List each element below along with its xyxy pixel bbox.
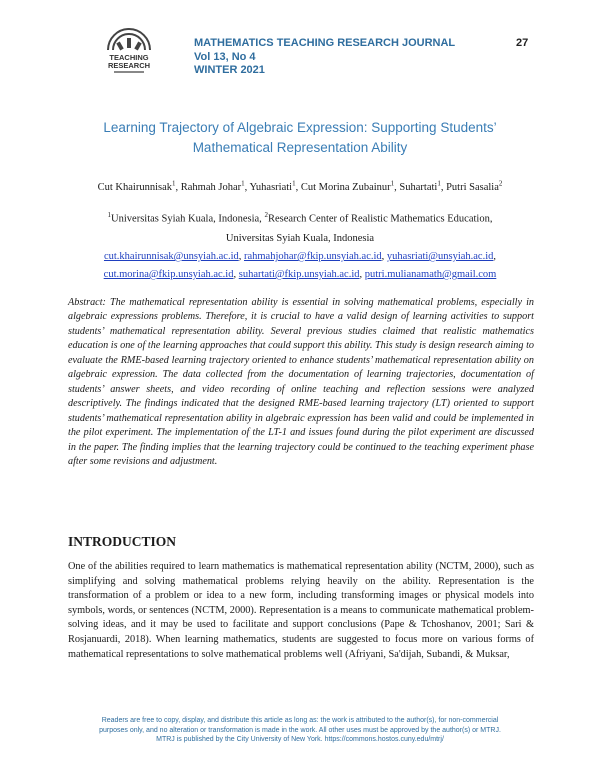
email-link[interactable]: putri.mulianamath@gmail.com	[364, 269, 497, 280]
title-line-2: Mathematical Representation Ability	[192, 140, 408, 155]
email-link[interactable]: rahmahjohar@fkip.unsyiah.ac.id	[243, 251, 382, 262]
logo-text-teaching: TEACHING	[109, 53, 149, 62]
title-line-1: Learning Trajectory of Algebraic Expression: Supporting Students’	[103, 120, 497, 135]
journal-volume: Vol 13, No 4	[194, 50, 256, 63]
footer-line-3: MTRJ is published by the City University of New York.	[156, 736, 323, 743]
footer-line-2: purposes only, and no alteration or transformation is made in the work. All other uses must be approved by the author(s) or MTRJ.	[99, 726, 501, 734]
author-list	[40, 179, 560, 193]
email-link[interactable]: suhartati@fkip.unsyiah.ac.id	[238, 269, 360, 280]
paper-title	[60, 118, 540, 158]
email-link[interactable]: cut.khairunnisak@unsyiah.ac.id	[103, 251, 239, 262]
journal-logo	[100, 20, 158, 78]
journal-season: WINTER 2021	[194, 64, 265, 76]
affiliation-2-cont: Universitas Syiah Kuala, Indonesia	[225, 232, 375, 244]
section-heading-introduction: INTRODUCTION	[68, 534, 177, 549]
logo-text-research: RESEARCH	[107, 61, 151, 70]
journal-name: MATHEMATICS TEACHING RESEARCH JOURNAL	[194, 37, 456, 49]
affiliation-1: Universitas Syiah Kuala, Indonesia,	[111, 213, 265, 225]
author: Yuhasriati$^1$,	[249, 179, 301, 193]
author: Rahmah Johar$^1$,	[180, 179, 250, 193]
author: Cut Khairunnisak$^1$,	[97, 179, 181, 193]
footer-line-1: Readers are free to copy, display, and distribute this article as long as: the work is attributed to the author(s), for non-commercial	[101, 717, 499, 724]
footer-url[interactable]: https://commons.hostos.cuny.edu/mtrj/	[324, 736, 444, 743]
author-emails: cut.khairunnisak@unsyiah.ac.id, rahmahjohar@fkip.unsyiah.ac.id, yuhasriati@unsyiah.ac.id, cut.morina@fkip.unsyiah.ac.id, suhartati@fkip.unsyiah.ac.id, putri.mulianamath@gmail.com	[103, 251, 497, 280]
affiliations: $^1$Universitas Syiah Kuala, Indonesia, $^2$Research Center of Realistic Mathematics Education, Universitas Syiah Kuala, Indonesia	[40, 206, 560, 248]
journal-header	[194, 37, 455, 78]
author: Cut Morina Zubainur$^1$,	[300, 179, 400, 193]
license-footer	[70, 716, 530, 745]
email-link[interactable]: yuhasriati@unsyiah.ac.id	[386, 251, 494, 262]
introduction-paragraph: One of the abilities required to learn mathematics is mathematical representation ability (NCTM, 2000), such as simplifying and solving mathematical problems relying heavily on the ability. Representation is the transformation of a problem or idea to a new form, including transforming images or physical models into symbols, words, or sentences (NCTM, 2000). Representation is a means to communicate mathematical problem-solving ideas, and it may be used to facilitate and support conclusions (Pape & Tchoshanov, 2001; Sari & Rosjanuardi, 2018). When learning mathematics, students are suggested to focus more on various forms of mathematical representations to solve mathematical problems well (Afriyani, Sa'dijah, Subandi, & Muksar,	[68, 561, 534, 660]
author: Suhartati$^1$,	[399, 179, 447, 193]
email-link[interactable]: cut.morina@fkip.unsyiah.ac.id	[103, 269, 234, 280]
affiliation-2: Research Center of Realistic Mathematics Education,	[267, 213, 493, 225]
abstract: Abstract: The mathematical representation ability is essential in solving mathematical problems, especially in algebraic expressions problems. Therefore, it is crucial to have a valid design of learning activities to support students’ mathematical representation ability. Several previous studies claimed that realistic mathematics education is one of the learning approaches that could support this ability. This study is design research aiming to evaluate the RME-based learning trajectory oriented to enhance students’ mathematical representation ability on algebraic expression. The data collected from the documentation of learning trajectories, documentation of students’ answer sheets, and video recording of online teaching and reflection sessions were analyzed descriptively. The findings indicated that the designed RME-based learning trajectory (LT) oriented to support students’ mathematical representation ability in algebraic expression has been valid and could be implemented in the pilot experiment. The implementation of the LT-1 and issues found during the pilot experiment are discussed in the paper. The finding implies that the learning trajectory could be continued to the teaching experiment phase after some revisions and adjustment.	[68, 297, 534, 467]
author: Putri Sasalia$^2$	[446, 179, 503, 193]
page-number: 27	[516, 37, 529, 49]
